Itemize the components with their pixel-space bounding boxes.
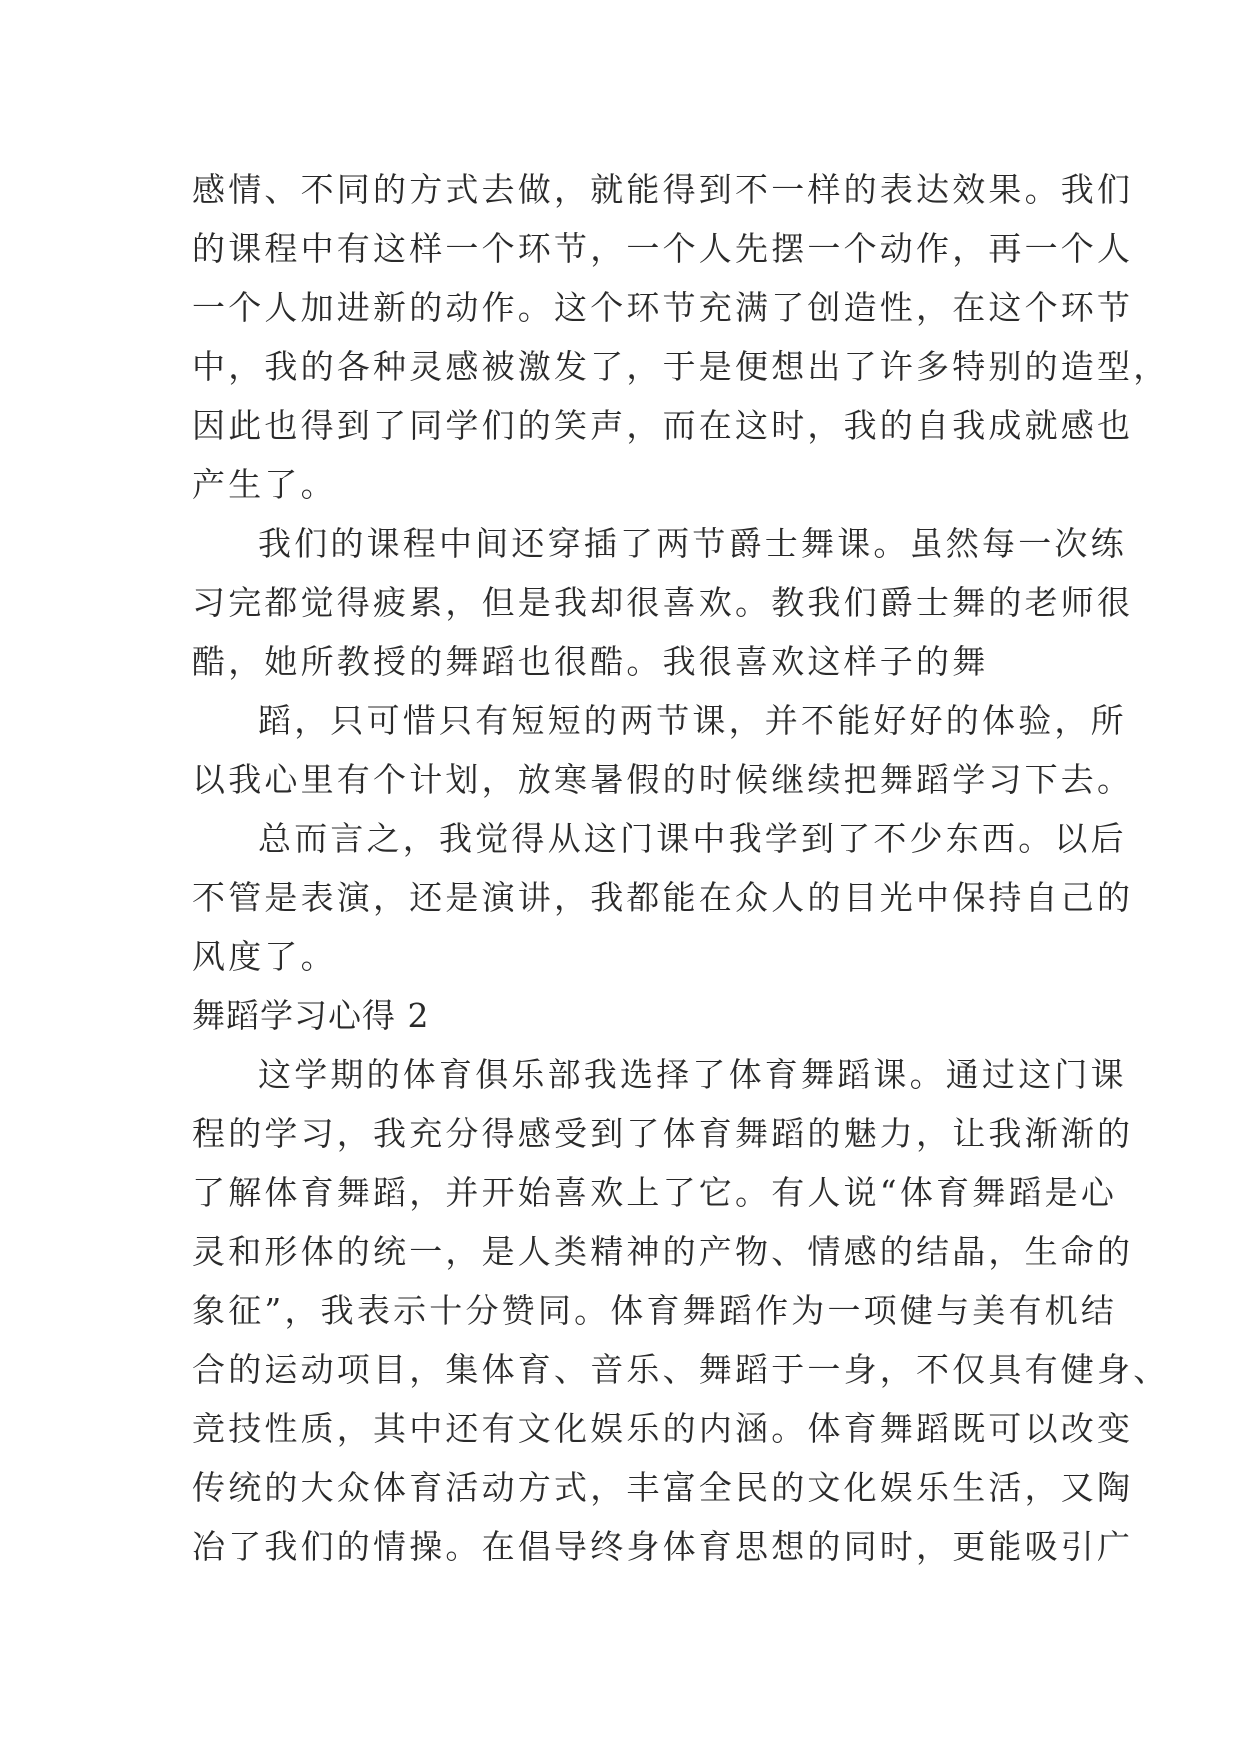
text-line: 冶了我们的情操。在倡导终身体育思想的同时，更能吸引广 bbox=[192, 1527, 1134, 1566]
text-line: 程的学习，我充分得感受到了体育舞蹈的魅力，让我渐渐的 bbox=[192, 1114, 1134, 1153]
text-line: 灵和形体的统一，是人类精神的产物、情感的结晶，生命的 bbox=[192, 1232, 1134, 1271]
document-body bbox=[192, 160, 1170, 1576]
text-line: 风度了。 bbox=[192, 937, 337, 976]
paragraph-first-line: 这学期的体育俱乐部我选择了体育舞蹈课。通过这门课 bbox=[258, 1055, 1127, 1094]
text-line: 竞技性质，其中还有文化娱乐的内涵。体育舞蹈既可以改变 bbox=[192, 1409, 1134, 1448]
text-line: 产生了。 bbox=[192, 465, 337, 504]
text-line: 酷，她所教授的舞蹈也很酷。我很喜欢这样子的舞 bbox=[192, 642, 989, 681]
paragraph-first-line: 蹈，只可惜只有短短的两节课，并不能好好的体验，所 bbox=[258, 701, 1127, 740]
text-line: 因此也得到了同学们的笑声，而在这时，我的自我成就感也 bbox=[192, 406, 1134, 445]
text-line: 的课程中有这样一个环节，一个人先摆一个动作，再一个人 bbox=[192, 229, 1134, 268]
section-heading: 舞蹈学习心得 2 bbox=[192, 996, 430, 1035]
text-line: 一个人加进新的动作。这个环节充满了创造性，在这个环节 bbox=[192, 288, 1134, 327]
paragraph-first-line: 总而言之，我觉得从这门课中我学到了不少东西。以后 bbox=[258, 819, 1127, 858]
text-line: 以我心里有个计划，放寒暑假的时候继续把舞蹈学习下去。 bbox=[192, 760, 1134, 799]
text-line: 习完都觉得疲累，但是我却很喜欢。教我们爵士舞的老师很 bbox=[192, 583, 1134, 622]
text-line: 了解体育舞蹈，并开始喜欢上了它。有人说“体育舞蹈是心 bbox=[192, 1173, 1118, 1212]
text-line: 不管是表演，还是演讲，我都能在众人的目光中保持自己的 bbox=[192, 878, 1134, 917]
text-line: 感情、不同的方式去做，就能得到不一样的表达效果。我们 bbox=[192, 170, 1134, 209]
paragraph-first-line: 我们的课程中间还穿插了两节爵士舞课。虽然每一次练 bbox=[258, 524, 1127, 563]
text-line: 传统的大众体育活动方式，丰富全民的文化娱乐生活，又陶 bbox=[192, 1468, 1134, 1507]
text-line: 合的运动项目，集体育、音乐、舞蹈于一身，不仅具有健身、 bbox=[192, 1350, 1170, 1389]
text-line: 中，我的各种灵感被激发了，于是便想出了许多特别的造型， bbox=[192, 347, 1170, 386]
text-line: 象征”，我表示十分赞同。体育舞蹈作为一项健与美有机结 bbox=[192, 1291, 1118, 1330]
